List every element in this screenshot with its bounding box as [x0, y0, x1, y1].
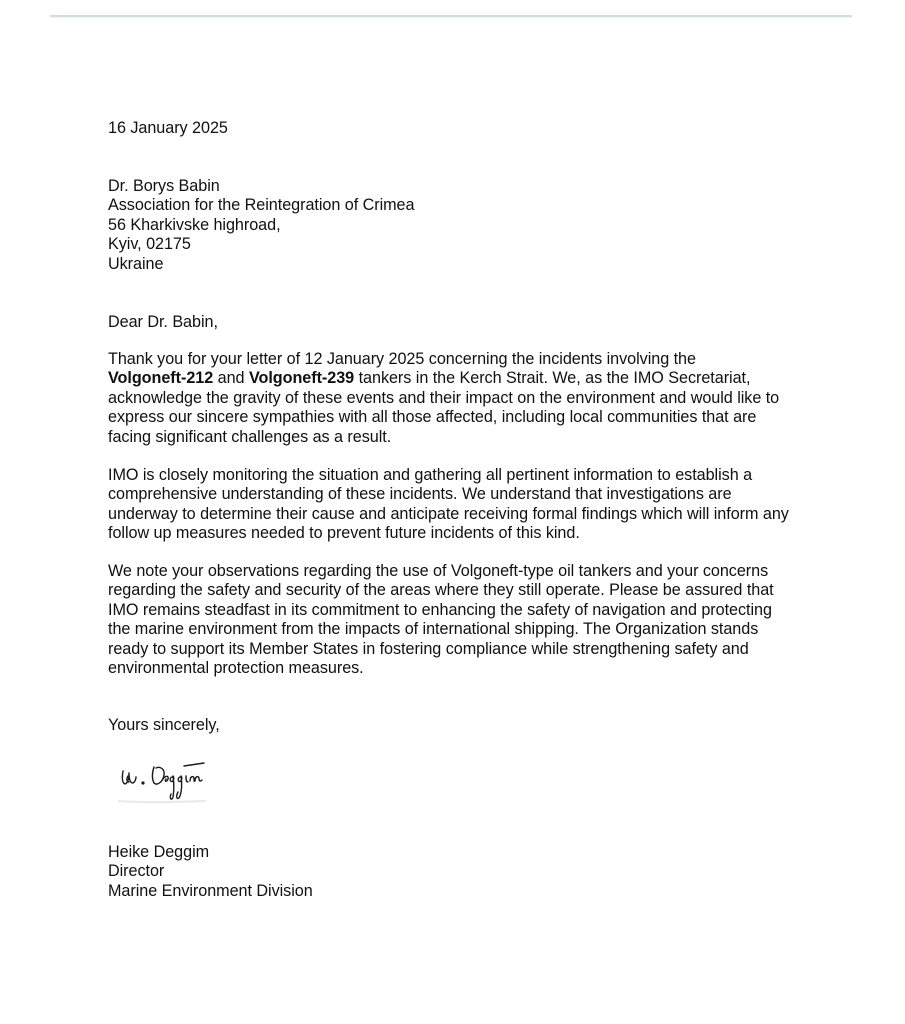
- paragraph-line: comprehensive understanding of these incidents. We understand that investigations are: [108, 485, 732, 504]
- paragraph-2: [108, 466, 789, 544]
- text-fragment: tankers in the Kerch Strait. We, as the IMO Secretariat,: [354, 369, 751, 388]
- paragraph-line: regarding the safety and security of the areas where they still operate. Please be assured that: [108, 581, 774, 600]
- paragraph-line: Thank you for your letter of 12 January 2025 concerning the incidents involving the: [108, 350, 696, 368]
- paragraph-line: facing significant challenges as a result.: [108, 427, 392, 446]
- recipient-city: Kyiv, 02175: [108, 235, 191, 254]
- signature-icon: [116, 757, 236, 807]
- paragraph-line: express our sincere sympathies with all those affected, including local communities that are: [108, 408, 757, 427]
- paragraph-line: follow up measures needed to prevent future incidents of this kind.: [108, 524, 580, 543]
- paragraph-line: ready to support its Member States in fostering compliance while strengthening safety and: [108, 639, 749, 658]
- signer-title: Director: [108, 862, 165, 881]
- paragraph-line: IMO is closely monitoring the situation and gathering all pertinent information to establish a: [108, 466, 753, 484]
- letter-date: 16 January 2025: [108, 119, 228, 137]
- paragraph-line: [108, 369, 779, 388]
- text-fragment: and: [213, 369, 249, 388]
- vessel-name-bold: Volgoneft-239: [248, 369, 355, 388]
- paragraph-line: environmental protection measures.: [108, 659, 364, 678]
- paragraph-line: the marine environment from the impacts of international shipping. The Organization stands: [108, 620, 759, 639]
- paragraph-1: [108, 350, 779, 447]
- salutation: Dear Dr. Babin,: [108, 313, 218, 331]
- signer-division: Marine Environment Division: [108, 881, 313, 900]
- paragraph-line: We note your observations regarding the use of Volgoneft-type oil tankers and your concerns: [108, 562, 769, 580]
- recipient-organization: Association for the Reintegration of Crimea: [108, 196, 415, 215]
- recipient-name: Dr. Borys Babin: [108, 177, 220, 195]
- paragraph-line: IMO remains steadfast in its commitment to enhancing the safety of navigation and protecting: [108, 600, 772, 619]
- paragraph-line: acknowledge the gravity of these events and their impact on the environment and would like to: [108, 388, 780, 407]
- paragraph-3: [108, 562, 774, 678]
- paragraph-line: underway to determine their cause and anticipate receiving formal findings which will inform any: [108, 504, 789, 523]
- signer-block: [108, 843, 313, 901]
- vessel-name-bold: Volgoneft-212: [108, 369, 214, 388]
- closing: Yours sincerely,: [108, 716, 220, 734]
- signer-name: Heike Deggim: [108, 843, 210, 861]
- recipient-country: Ukraine: [108, 254, 164, 273]
- header-divider: [50, 15, 852, 18]
- recipient-address: [108, 177, 414, 274]
- recipient-street: 56 Kharkivske highroad,: [108, 215, 281, 234]
